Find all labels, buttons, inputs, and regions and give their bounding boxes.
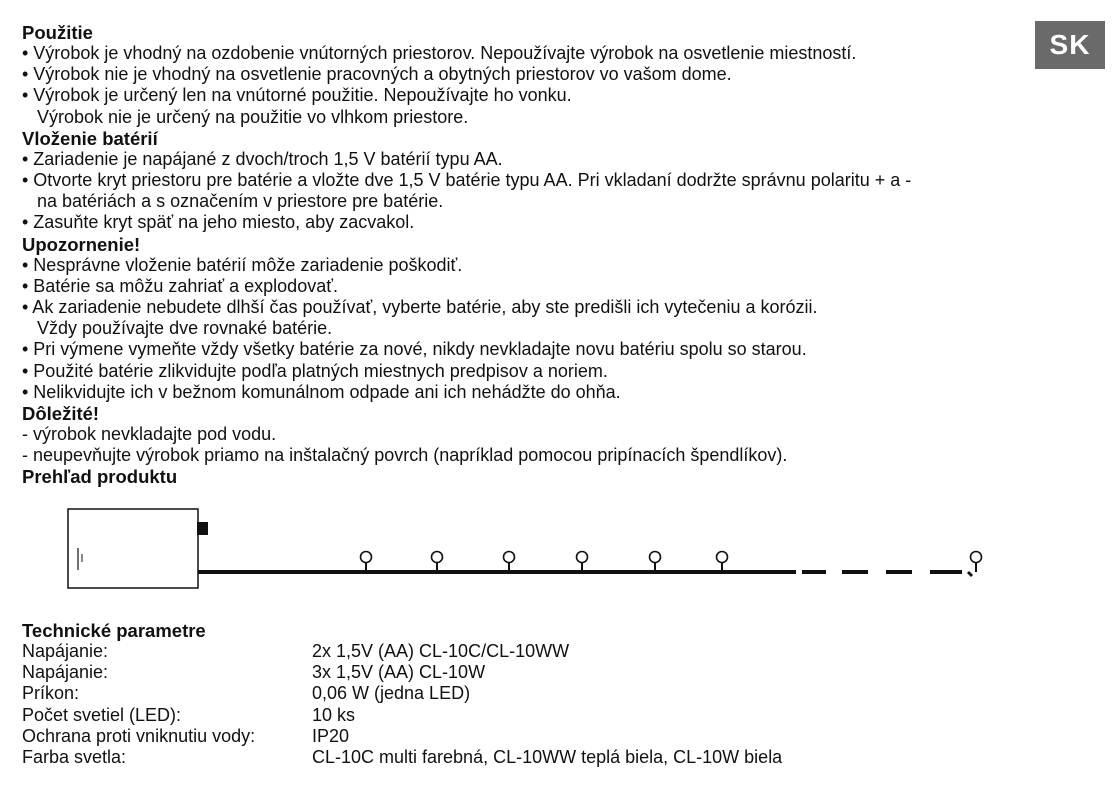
spec-label: Napájanie: — [22, 641, 109, 661]
spec-label: Príkon: — [22, 683, 80, 704]
list-item: • Nesprávne vloženie batérií môže zariadenie poškodiť. — [22, 254, 463, 275]
list-item: • Otvorte kryt priestoru pre batérie a vložte dve 1,5 V batérie typu AA. Pri vkladaní dodržte správnu polaritu + a - — [22, 170, 912, 191]
spec-value: CL-10C multi farebná, CL-10WW teplá biela, CL-10W biela — [312, 747, 783, 768]
list-item: • Batérie sa môžu zahriať a explodovať. — [22, 275, 338, 296]
spec-label: Farba svetla: — [22, 747, 127, 768]
tech-specs — [22, 620, 782, 768]
list-item: Výrobok nie je určený na použitie vo vlhkom priestore. — [37, 106, 469, 127]
spec-value: 0,06 W (jedna LED) — [312, 683, 471, 704]
spec-value: 10 ks — [312, 704, 356, 725]
section-title: Upozornenie! — [22, 233, 141, 255]
led-bulb-icon — [361, 552, 372, 573]
section-battery-insertion — [22, 128, 1022, 234]
instructions-text — [22, 22, 1022, 487]
section-product-overview — [22, 466, 1022, 487]
list-item: • Ak zariadenie nebudete dlhší čas používať, vyberte batérie, aby ste predišli ich vytečeniu a korózii. — [22, 297, 818, 318]
table-row — [22, 747, 782, 768]
list-item: - neupevňujte výrobok priamo na inštalačný povrch (napríklad pomocou pripínacích špendlíkov). — [22, 445, 788, 466]
led-group — [361, 552, 982, 573]
spec-value: IP20 — [312, 725, 350, 746]
led-bulb-icon — [432, 552, 443, 573]
list-item: • Zariadenie je napájané z dvoch/troch 1,5 V batérií typu AA. — [22, 148, 503, 169]
spec-value: 2x 1,5V (AA) CL-10C/CL-10WW — [312, 641, 570, 661]
list-item: - výrobok nevkladajte pod vodu. — [22, 424, 277, 445]
light-string-continuation — [802, 572, 972, 576]
list-item: • Použité batérie zlikvidujte podľa platných miestnych predpisov a noriem. — [22, 360, 608, 381]
table-row — [22, 705, 782, 726]
list-item: • Výrobok je vhodný na ozdobenie vnútorných priestorov. Nepoužívajte výrobok na osvetlenie miestností. — [22, 43, 857, 63]
spec-label: Počet svetiel (LED): — [22, 704, 182, 725]
list-item: • Výrobok je určený len na vnútorné použitie. Nepoužívajte ho vonku. — [22, 85, 572, 106]
led-bulb-icon — [504, 552, 515, 573]
table-row — [22, 726, 782, 747]
led-bulb-icon — [971, 552, 982, 573]
battery-box — [68, 509, 198, 588]
section-title: Použitie — [22, 22, 93, 43]
led-bulb-icon — [577, 552, 588, 573]
spec-label: Napájanie: — [22, 662, 109, 683]
table-row — [22, 662, 782, 683]
tech-table — [22, 641, 782, 768]
list-item: na batériách a s označením v priestore pre batérie. — [37, 191, 444, 212]
spec-label: Ochrana proti vniknutiu vody: — [22, 725, 256, 746]
spec-value: 3x 1,5V (AA) CL-10W — [312, 662, 486, 683]
list-item: • Nelikvidujte ich v bežnom komunálnom odpade ani ich nehádžte do ohňa. — [22, 381, 621, 402]
list-item: • Výrobok nie je vhodný na osvetlenie pracovných a obytných priestorov vo vašom dome. — [22, 64, 732, 85]
list-item: • Zasuňte kryt späť na jeho miesto, aby zacvakol. — [22, 212, 415, 233]
section-title: Prehľad produktu — [22, 466, 178, 488]
table-row — [22, 641, 782, 662]
led-bulb-icon — [717, 552, 728, 573]
list-item: • Pri výmene vymeňte vždy všetky batérie za nové, nikdy nevkladajte novu batériu spolu so starou. — [22, 339, 807, 360]
language-badge: SK — [1035, 21, 1105, 69]
tech-title: Technické parametre — [22, 620, 206, 641]
section-title: Dôležité! — [22, 403, 100, 425]
section-warning — [22, 234, 1022, 403]
led-bulb-icon — [650, 552, 661, 573]
section-important — [22, 403, 1022, 466]
section-title: Vloženie batérií — [22, 127, 158, 149]
cable-connector — [197, 522, 208, 535]
list-item: Vždy používajte dve rovnaké batérie. — [37, 318, 333, 339]
table-row — [22, 683, 782, 704]
section-usage — [22, 22, 1022, 128]
